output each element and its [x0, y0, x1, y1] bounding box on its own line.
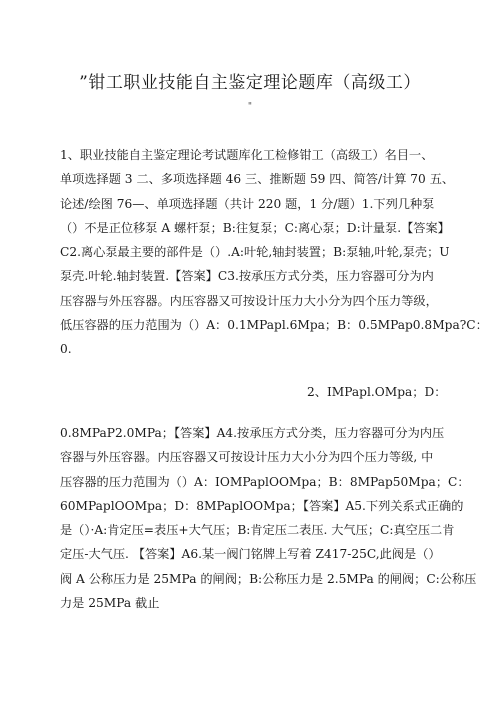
text-line: 低压容器的压力范围为（）A：0.1MPapl.6Mpa；B：0.5MPap0.8Mpa?C： [60, 318, 488, 333]
text-line: C2.离心泵最主要的部件是（）.A:叶轮,轴封装置；B:泵轴,叶轮,泵壳；U [60, 245, 450, 260]
right-aligned-line: 2、IMPapl.OMpa；D： [307, 385, 447, 399]
text-line: 力是 25MPa 截止 [60, 596, 160, 611]
text-line: 单项选择题 3 二、多项选择题 46 三、推断题 59 四、简答/计算 70 五、 [60, 172, 455, 187]
text-line: 压容器的压力范围为（）A：IOMPaplOOMpa；B：8MPap50Mpa；C： [60, 474, 470, 489]
text-line: 0. [60, 342, 72, 357]
subtitle-mark: " [247, 102, 253, 112]
body-block-1 [60, 143, 488, 362]
text-line: 60MPaplOOMpa；D：8MPaplOOMpa；【答案】A5.下列关系式正确的 [60, 498, 464, 513]
text-line: 压容器与外压容器。内压容器又可按设计压力大小分为四个压力等级， [60, 293, 438, 308]
text-line: 阀 A 公称压力是 25MPa 的闸阀；B:公称压力是 2.5MPa 的闸阀；C:公称压 [60, 571, 477, 586]
text-line: 1、职业技能自主鉴定理论考试题库化工检修钳工（高级工）名目一、 [60, 148, 434, 162]
text-line: 论述/绘图 76—、单项选择题（共计 220 题，1 分/题）1.下列几种泵 [60, 196, 435, 211]
text-line: 容器与外压容器。内压容器又可按设计压力大小分为四个压力等级, 中 [60, 450, 434, 465]
text-line: （）不是正位移泵 A 螺杆泵；B:往复泵；C:离心泵；D:计量泵.【答案】 [60, 220, 450, 235]
text-line: 是（）·A:肯定压=表压+大气压；B:肯定压二表压. 大气压；C:真空压二肯 [60, 523, 455, 538]
text-line: 定压-大气压. 【答案】A6.某一阀门铭牌上写着 Z417-25C,此阀是（） [60, 547, 441, 562]
body-block-2 [60, 421, 477, 615]
text-line: 泵壳.叶轮.轴封装置.【答案】C3.按承压方式分类，压力容器可分为内 [60, 269, 434, 284]
document-title: ”钳工职业技能自主鉴定理论题库（高级工） [79, 73, 421, 93]
text-line: 0.8MPaP2.0MPa；【答案】A4.按承压方式分类，压力容器可分为内压 [60, 426, 445, 440]
